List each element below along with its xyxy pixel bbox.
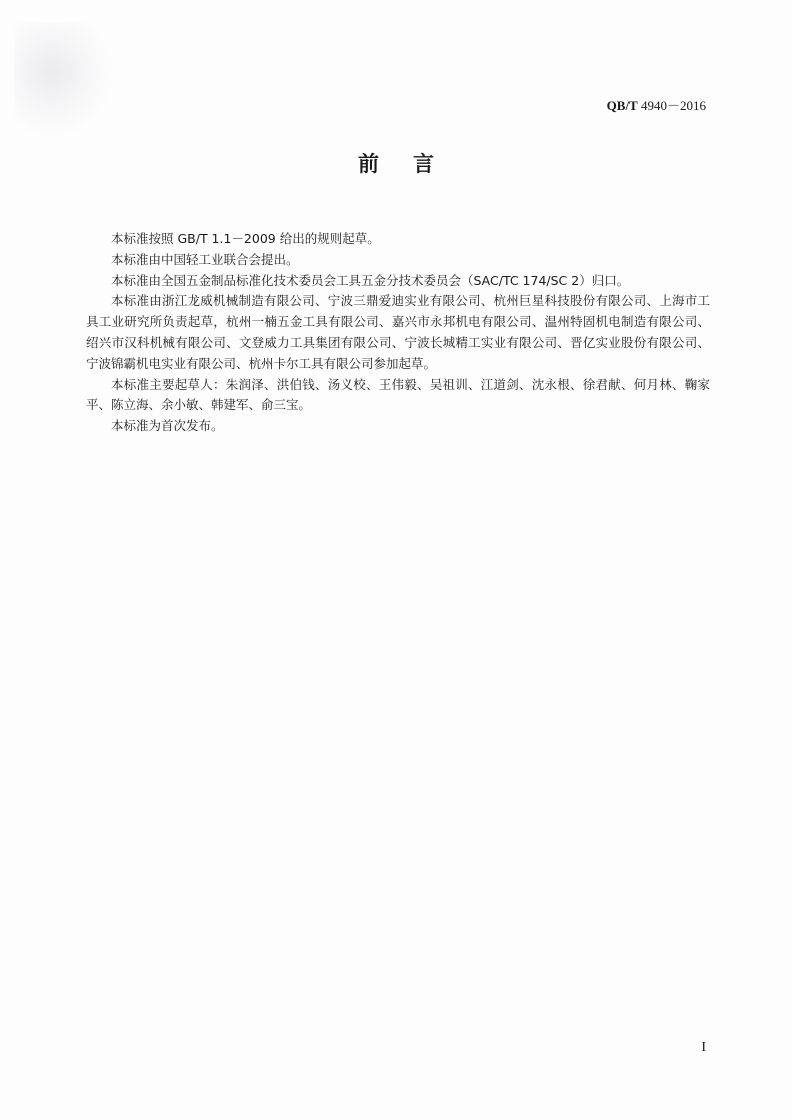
- scan-artifact: [14, 22, 110, 134]
- paragraph-administration: 本标准由全国五金制品标准化技术委员会工具五金分技术委员会（SAC/TC 174/SC 2）归口。: [111, 272, 630, 288]
- paragraph-drafting-rules: 本标准按照 GB/T 1.1－2009 给出的规则起草。: [111, 231, 380, 246]
- standard-code-prefix: QB/T: [606, 98, 638, 113]
- standard-code: [607, 95, 706, 114]
- page-title: 前言: [358, 152, 468, 176]
- paragraph-proposer: 本标准由中国轻工业联合会提出。: [111, 251, 299, 267]
- paragraph-first-release: 本标准为首次发布。: [111, 418, 224, 434]
- standard-code-number: 4940－2016: [637, 98, 706, 113]
- paragraph-drafting-units: 本标准由浙江龙威机械制造有限公司、宁波三鼎爱迪实业有限公司、杭州巨星科技股份有限公司、上海市工具工业研究所负责起草，杭州一楠五金工具有限公司、嘉兴市永邦机电有限公司、温州特固机电制造有限公司、绍兴市汉科机械有限公司、文登威力工具集团有限公司、宁波长城精工实业有限公司、晋亿实业股份有限公司、宁波锦霸机电实业有限公司、杭州卡尔工具有限公司参加起草。: [86, 293, 710, 371]
- foreword-body: [86, 229, 710, 437]
- page-number: I: [701, 1040, 706, 1055]
- paragraph-drafters: 本标准主要起草人：朱润泽、洪伯钱、汤义校、王伟毅、吴祖训、江道剑、沈永根、徐君献、何月林、鞠家平、陈立海、余小敏、韩建军、俞三宝。: [86, 376, 710, 413]
